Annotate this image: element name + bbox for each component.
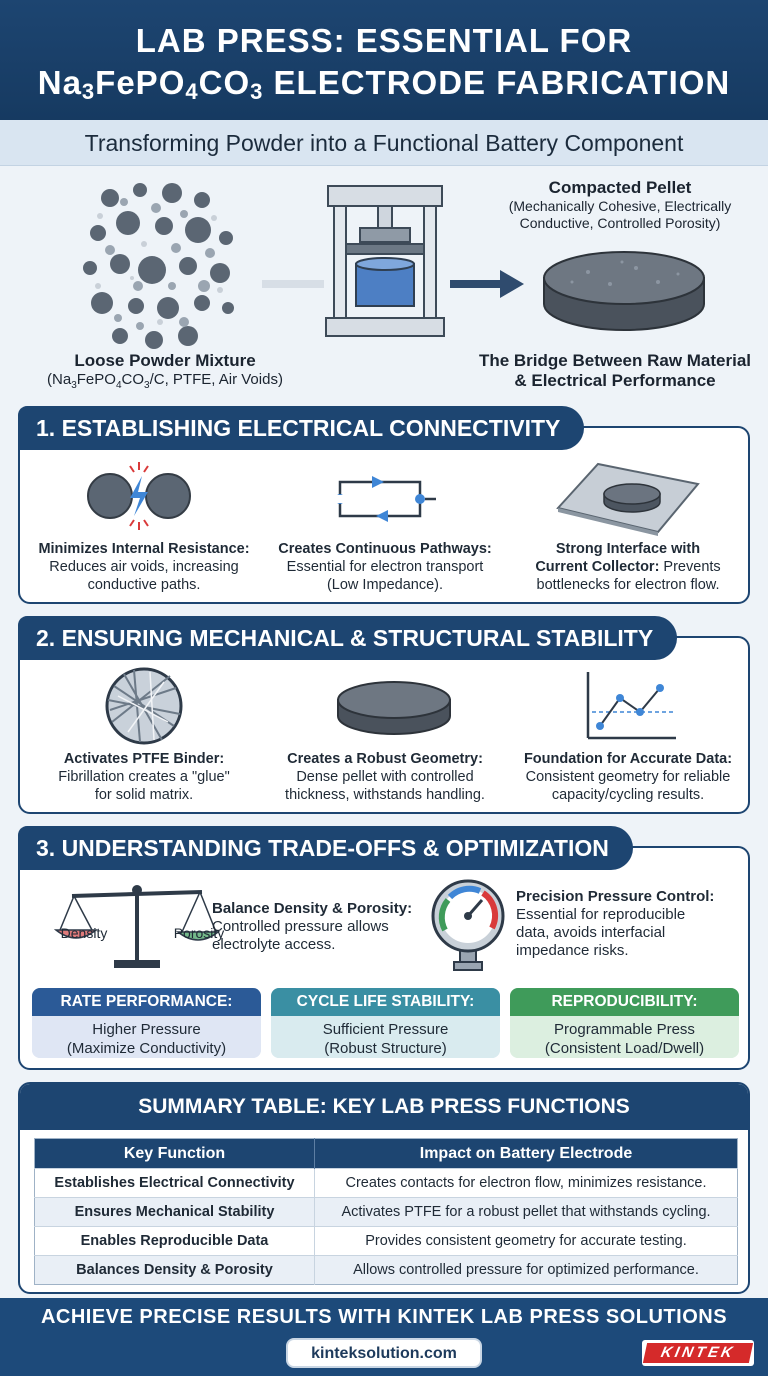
ptfe-fibril-icon bbox=[104, 666, 184, 746]
section3-title: 3. UNDERSTANDING TRADE-OFFS & OPTIMIZATION bbox=[18, 826, 633, 870]
powder-caption bbox=[20, 351, 310, 391]
pill-rate-head: RATE PERFORMANCE: bbox=[32, 988, 261, 1016]
pill-rate-performance bbox=[32, 988, 261, 1058]
pellet-description-line1: (Mechanically Cohesive, Electrically bbox=[508, 198, 732, 214]
scale-label-density: Density bbox=[60, 925, 108, 941]
data-chart-icon bbox=[580, 668, 680, 744]
precision-text: Precision Pressure Control: Essential for reproducible data, avoids interfacial impedance risks. bbox=[516, 888, 715, 959]
summary-table-panel bbox=[18, 1082, 750, 1294]
page-subtitle: Transforming Powder into a Functional Battery Component bbox=[0, 120, 768, 166]
arrow-left-icon bbox=[262, 274, 324, 294]
pill-repro-body: Programmable Press (Consistent Load/Dwell) bbox=[510, 1016, 739, 1058]
table-cell-impact: Provides consistent geometry for accurate testing. bbox=[315, 1227, 738, 1256]
bridge-caption bbox=[470, 351, 760, 391]
s1-item3: Strong Interface with Current Collector: Prevents bottlenecks for electron flow. bbox=[535, 541, 721, 593]
table-cell-impact: Activates PTFE for a robust pellet that withstands cycling. bbox=[315, 1198, 738, 1227]
s1-item1: Minimizes Internal Resistance: Reduces air voids, increasing conductive paths. bbox=[38, 541, 250, 593]
robust-pellet-icon bbox=[334, 678, 454, 738]
table-row bbox=[35, 1169, 738, 1198]
table-cell-impact: Allows controlled pressure for optimized performance. bbox=[315, 1256, 738, 1285]
pressure-gauge-icon bbox=[428, 878, 508, 974]
kintek-logo-text: KINTEK bbox=[643, 1343, 753, 1363]
current-collector-icon bbox=[554, 454, 702, 538]
section-mechanical-stability bbox=[18, 625, 750, 814]
section-electrical-connectivity bbox=[18, 415, 750, 604]
footer-cta: ACHIEVE PRECISE RESULTS WITH KINTEK LAB PRESS SOLUTIONS bbox=[40, 1306, 728, 1328]
table-header-key-function: Key Function bbox=[35, 1139, 315, 1169]
footer-banner bbox=[0, 1298, 768, 1376]
page-title-line1: LAB PRESS: ESSENTIAL FOR bbox=[135, 22, 633, 59]
s2-item3: Foundation for Accurate Data: Consistent geometry for reliable capacity/cycling results. bbox=[523, 751, 733, 803]
table-row bbox=[35, 1227, 738, 1256]
powder-particles-icon bbox=[80, 178, 240, 353]
section1-title: 1. ESTABLISHING ELECTRICAL CONNECTIVITY bbox=[18, 406, 584, 450]
table-cell-function: Balances Density & Porosity bbox=[35, 1256, 315, 1285]
circuit-loop-icon bbox=[330, 462, 440, 536]
s1-item2: Creates Continuous Pathways: Essential for electron transport (Low Impedance). bbox=[278, 541, 492, 593]
balance-text: Balance Density & Porosity: Controlled pressure allows electrolyte access. bbox=[212, 900, 413, 953]
table-header-impact: Impact on Battery Electrode bbox=[315, 1139, 738, 1169]
particle-contact-icon bbox=[84, 458, 194, 532]
table-cell-function: Enables Reproducible Data bbox=[35, 1227, 315, 1256]
pill-rate-body: Higher Pressure (Maximize Conductivity) bbox=[32, 1016, 261, 1058]
table-cell-function: Establishes Electrical Connectivity bbox=[35, 1169, 315, 1198]
section-trade-offs bbox=[18, 835, 750, 1070]
pill-cycle-head: CYCLE LIFE STABILITY: bbox=[271, 988, 500, 1016]
powder-description: ($Na_3FePO_4CO_3/C$, PTFE, Air Voids) bbox=[47, 371, 283, 391]
website-link[interactable]: kinteksolution.com bbox=[286, 1338, 482, 1368]
bridge-line1: The Bridge Between Raw Material bbox=[478, 351, 752, 370]
lab-press-icon bbox=[322, 184, 448, 342]
pill-repro-head: REPRODUCIBILITY: bbox=[510, 988, 739, 1016]
table-row bbox=[35, 1198, 738, 1227]
section2-title: 2. ENSURING MECHANICAL & STRUCTURAL STABILITY bbox=[18, 616, 677, 660]
header-banner bbox=[0, 0, 768, 120]
hero-illustration bbox=[0, 166, 768, 406]
page-title-line2: $Na_3FePO_4CO_3$ ELECTRODE FABRICATION bbox=[37, 64, 731, 104]
powder-title: Loose Powder Mixture bbox=[74, 351, 256, 370]
table-cell-impact: Creates contacts for electron flow, minimizes resistance. bbox=[315, 1169, 738, 1198]
table-row bbox=[35, 1256, 738, 1285]
arrow-right-icon bbox=[450, 268, 524, 300]
summary-title: SUMMARY TABLE: KEY LAB PRESS FUNCTIONS bbox=[20, 1084, 748, 1130]
scale-label-porosity: Porosity bbox=[173, 925, 225, 941]
s2-item1: Activates PTFE Binder: Fibrillation creates a "glue" for solid matrix. bbox=[58, 751, 230, 803]
summary-table bbox=[34, 1138, 738, 1285]
kintek-logo bbox=[642, 1340, 754, 1366]
pill-cycle-body: Sufficient Pressure (Robust Structure) bbox=[271, 1016, 500, 1058]
table-cell-function: Ensures Mechanical Stability bbox=[35, 1198, 315, 1227]
s2-item2: Creates a Robust Geometry: Dense pellet with controlled thickness, withstands handling. bbox=[285, 751, 485, 803]
bridge-line2: & Electrical Performance bbox=[514, 371, 716, 390]
pellet-description-line2: Conductive, Controlled Porosity) bbox=[519, 215, 721, 231]
compacted-pellet-icon bbox=[538, 248, 710, 340]
table-header-row bbox=[35, 1139, 738, 1169]
pill-reproducibility bbox=[510, 988, 739, 1058]
pellet-title: Compacted Pellet bbox=[548, 178, 692, 197]
pellet-caption bbox=[490, 178, 750, 232]
pill-cycle-life bbox=[271, 988, 500, 1058]
